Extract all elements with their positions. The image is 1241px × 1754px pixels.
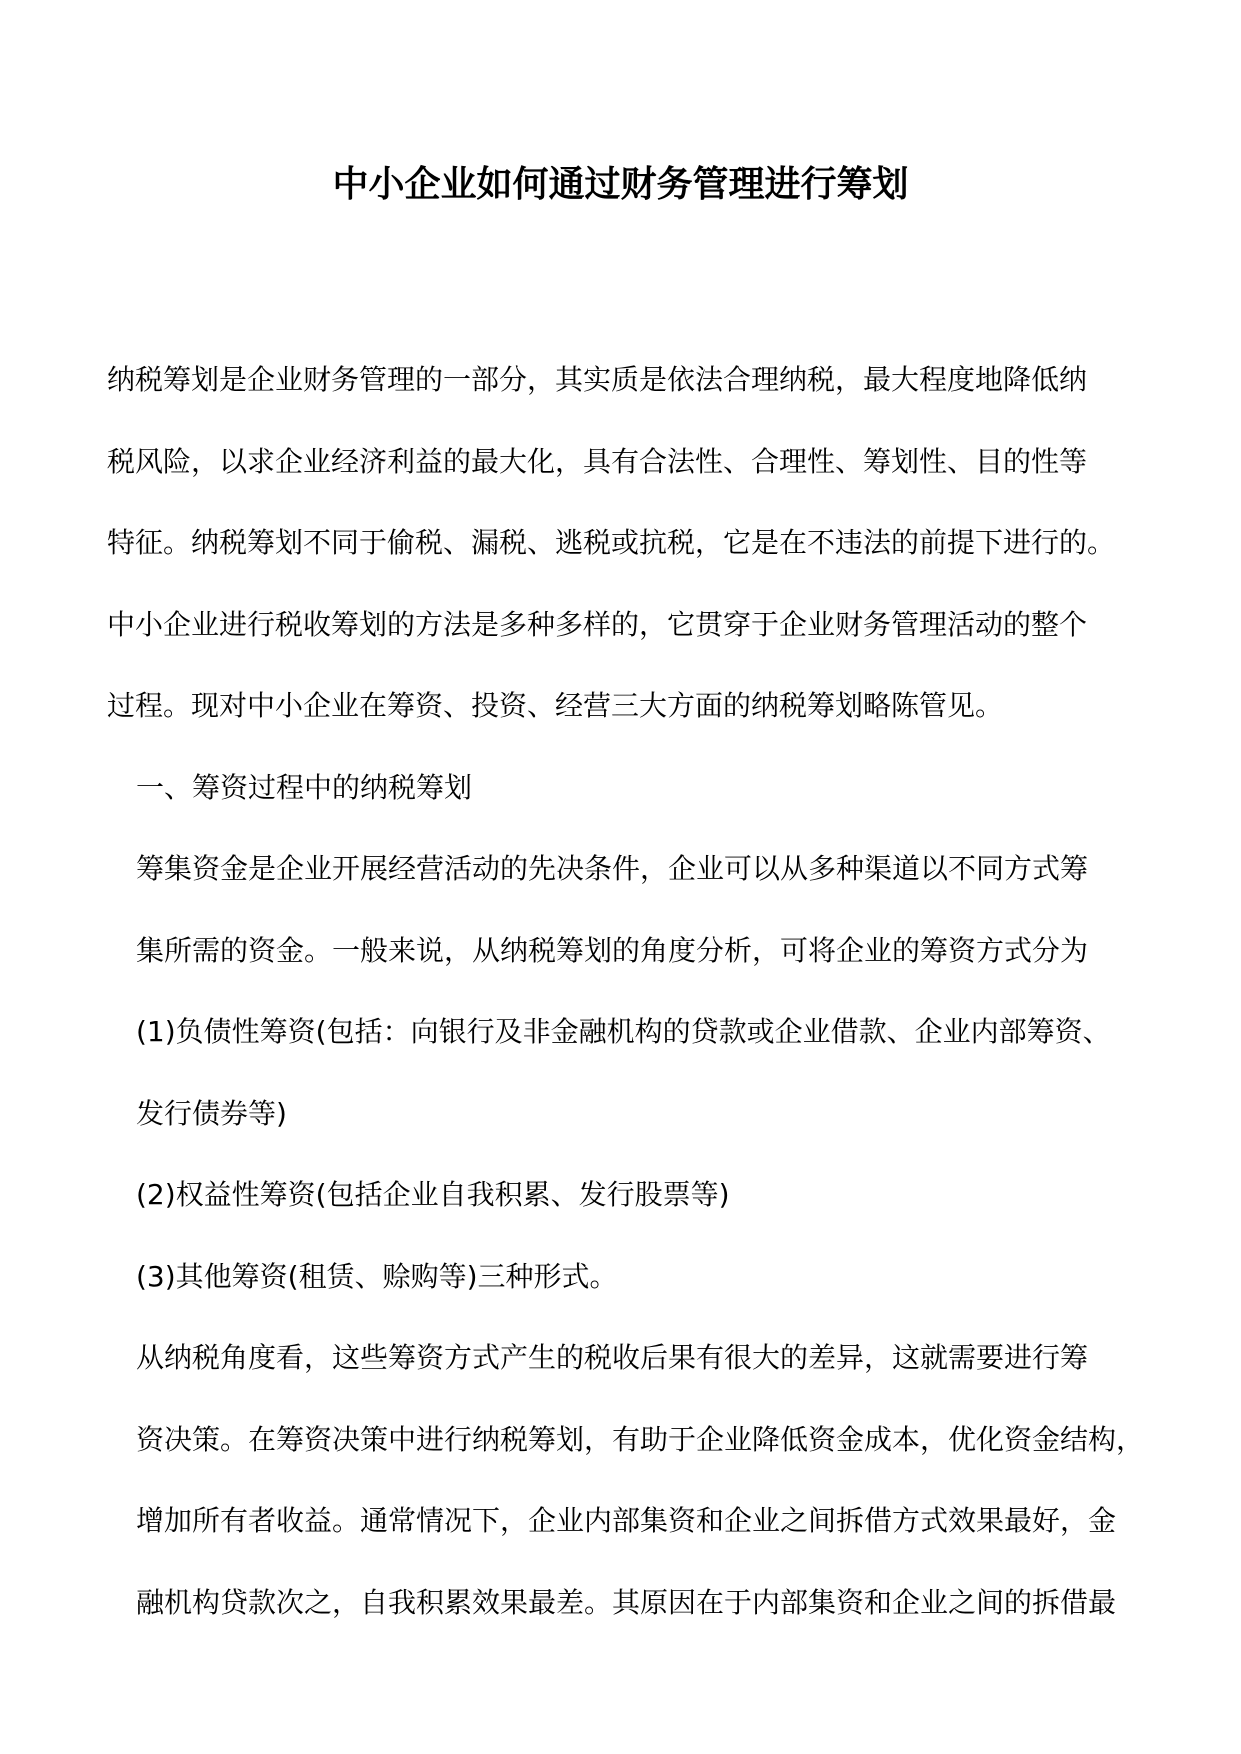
body-paragraph <box>107 828 1137 991</box>
body-paragraph <box>107 1317 1145 1643</box>
text-line: 资决策。在筹资决策中进行纳税筹划，有助于企业降低资金成本，优化资金结构， <box>136 1422 1145 1456</box>
body-paragraph <box>107 339 1137 747</box>
body-paragraph <box>107 1154 1137 1236</box>
text-line: 过程。现对中小企业在筹资、投资、经营三大方面的纳税筹划略陈管见。 <box>107 689 1004 722</box>
body-paragraph <box>107 991 1137 1154</box>
body-paragraph <box>107 747 1137 829</box>
document-title: 中小企业如何通过财务管理进行筹划 <box>332 163 909 205</box>
text-line: 中小企业进行税收筹划的方法是多种多样的，它贯穿于企业财务管理活动的整个 <box>107 607 1088 641</box>
text-line: 发行债券等) <box>136 1096 287 1130</box>
text-line: 纳税筹划是企业财务管理的一部分，其实质是依法合理纳税，最大程度地降低纳 <box>107 363 1088 396</box>
text-line: 筹集资金是企业开展经营活动的先决条件，企业可以从多种渠道以不同方式筹 <box>136 852 1089 885</box>
text-line: (2)权益性筹资(包括企业自我积累、发行股票等) <box>136 1178 730 1211</box>
text-line: 特征。纳税筹划不同于偷税、漏税、逃税或抗税，它是在不违法的前提下进行的。 <box>107 526 1116 559</box>
text-line: 融机构贷款次之，自我积累效果最差。其原因在于内部集资和企业之间的拆借最 <box>136 1585 1117 1619</box>
body-paragraph <box>107 1236 1137 1318</box>
text-line: 一、筹资过程中的纳税筹划 <box>136 770 473 804</box>
text-line: 增加所有者收益。通常情况下，企业内部集资和企业之间拆借方式效果最好，金 <box>136 1504 1117 1537</box>
document-body <box>107 339 1145 1643</box>
text-line: 从纳税角度看，这些筹资方式产生的税收后果有很大的差异，这就需要进行筹 <box>136 1341 1089 1374</box>
text-line: (3)其他筹资(租赁、赊购等)三种形式。 <box>136 1259 618 1293</box>
text-line: 税风险，以求企业经济利益的最大化，具有合法性、合理性、筹划性、目的性等 <box>107 444 1088 478</box>
text-line: 集所需的资金。一般来说，从纳税筹划的角度分析，可将企业的筹资方式分为 <box>136 933 1089 967</box>
text-line: (1)负债性筹资(包括：向银行及非金融机构的贷款或企业借款、企业内部筹资、 <box>136 1015 1111 1048</box>
